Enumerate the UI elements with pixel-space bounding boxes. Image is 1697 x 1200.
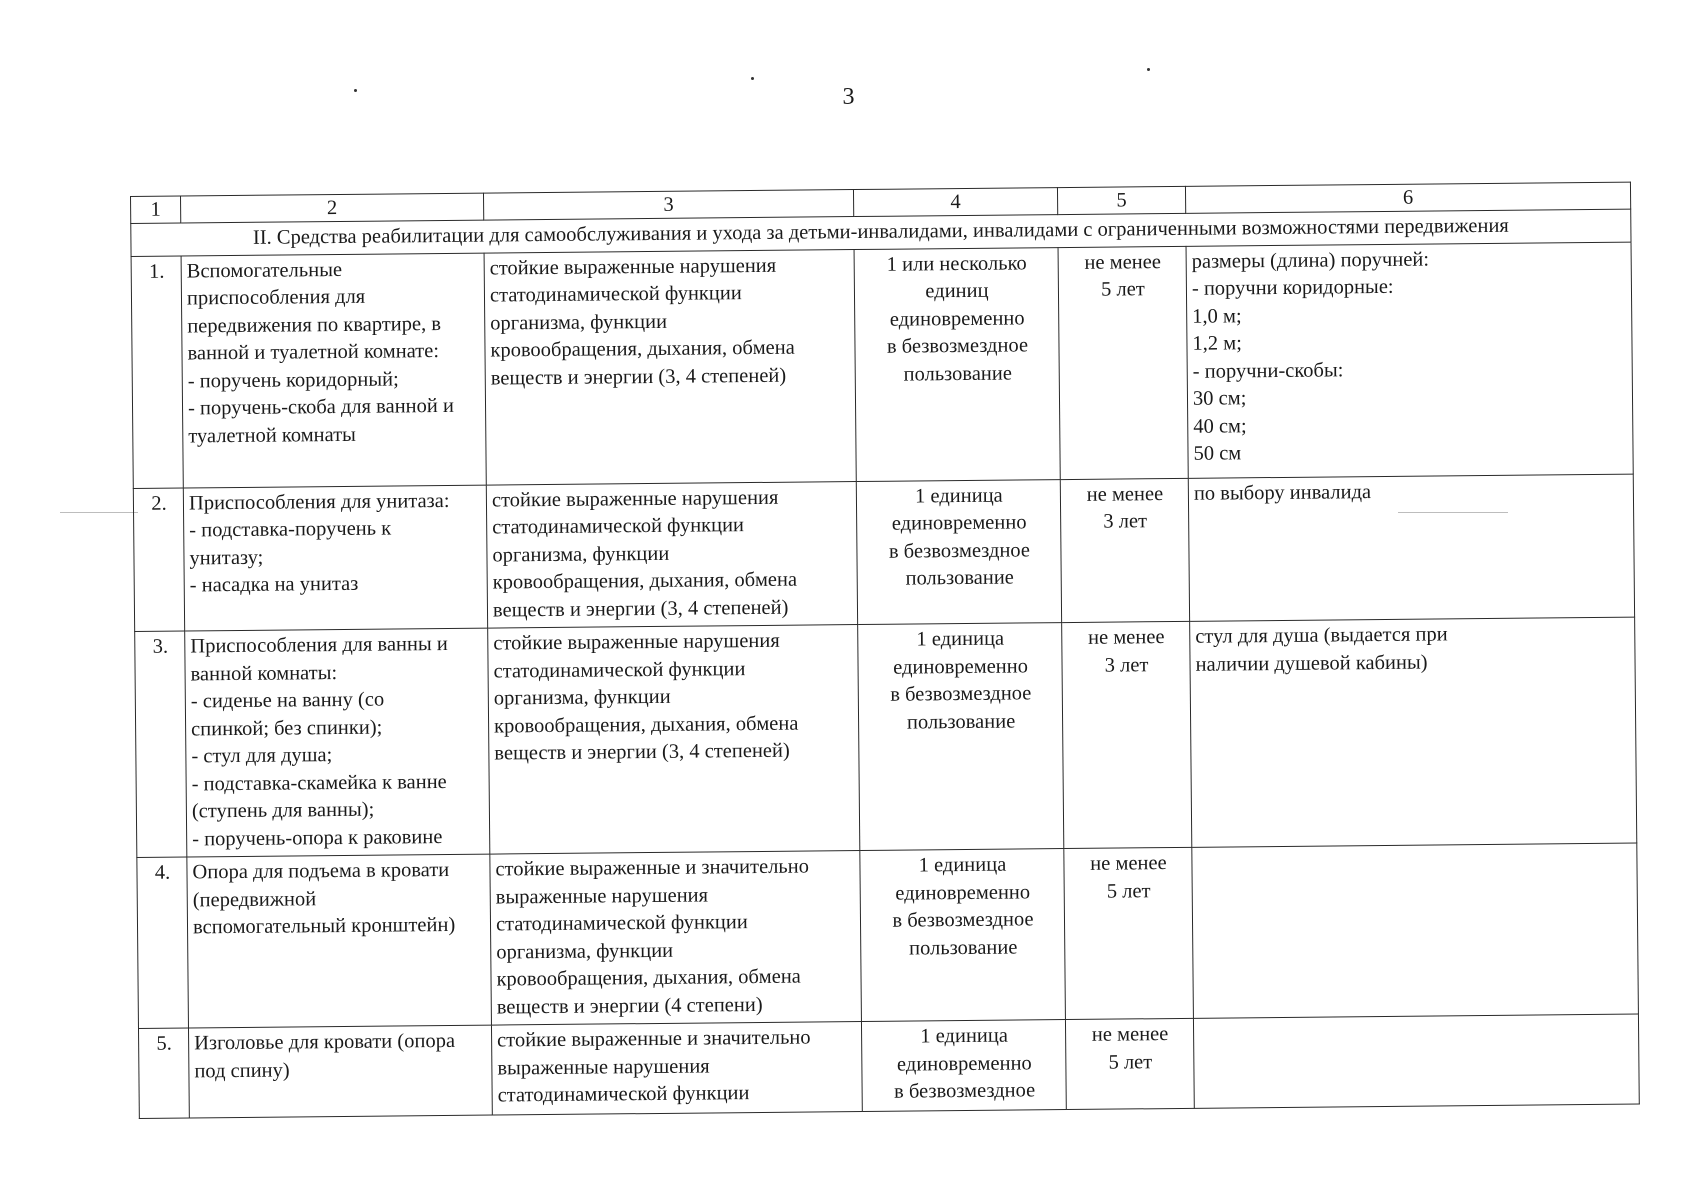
quantity-cell (856, 479, 1061, 624)
indications-line: организма, функции (492, 542, 670, 567)
device-name-line: - стул для душа; (191, 744, 333, 768)
usage-term-line: не менее (1084, 250, 1162, 274)
row-number-cell: 3. (135, 631, 187, 857)
quantity-line: 1 единица (920, 1024, 1009, 1048)
indications-line: кровообращения, дыхания, обмена (496, 965, 801, 991)
quantity-line: пользование (908, 936, 1018, 960)
usage-term-line: 5 лет (1100, 278, 1145, 301)
usage-term-cell (1060, 478, 1189, 623)
usage-term-cell (1058, 246, 1188, 479)
device-name-cell (185, 628, 490, 857)
indications-cell (491, 1022, 862, 1116)
indications-line: стойкие выраженные и значительно (497, 1026, 811, 1052)
device-name-line: передвижения по квартире, в (187, 312, 442, 337)
quantity-line: в безвозмездное (893, 1079, 1036, 1103)
usage-term-line: 3 лет (1104, 653, 1149, 677)
quantity-line: 1 единица (918, 853, 1007, 877)
page-number: 3 (842, 84, 855, 110)
indications-line: статодинамической функции (492, 514, 745, 539)
quantity-line: единовременно (891, 511, 1027, 535)
device-name-line: - сиденье на ванну (со (190, 688, 385, 713)
indications-line: выраженные нарушения (497, 1054, 710, 1080)
device-name-line: - поручень-скоба для ванной и (187, 394, 454, 420)
quantity-cell (861, 1020, 1066, 1112)
indications-line: стойкие выраженные нарушения (493, 629, 780, 655)
indications-line: организма, функции (493, 685, 671, 710)
quantity-line: единовременно (893, 654, 1029, 679)
usage-term-cell (1065, 1018, 1194, 1109)
quantity-line: 1 единица (916, 627, 1005, 651)
row-number-cell: 1. (131, 256, 183, 488)
notes-cell (1193, 1014, 1639, 1108)
device-name-line: Приспособления для унитаза: (188, 489, 450, 514)
quantity-cell (858, 623, 1064, 851)
notes-line: размеры (длина) поручней: (1191, 248, 1430, 273)
device-name-line: туалетной комнаты (188, 423, 356, 447)
device-name-cell (181, 253, 486, 488)
row-number-cell: 4. (137, 857, 189, 1028)
notes-line: 1,2 м; (1192, 332, 1242, 355)
indications-line: статодинамической функции (489, 282, 742, 307)
section-title: II. Средства реабилитации для самообслуживания и ухода за детьми-инвалидами, инвалидами с ограниченными возможностями передвижения (131, 209, 1631, 256)
indications-line: организма, функции (490, 310, 668, 335)
notes-line: 50 см (1193, 442, 1242, 465)
table-body (131, 242, 1639, 1119)
notes-cell (1190, 617, 1637, 847)
indications-line: веществ и энергии (3, 4 степеней) (490, 364, 787, 390)
device-name-line: Изголовье для кровати (опора (194, 1029, 456, 1055)
usage-term-line: 5 лет (1106, 879, 1151, 903)
notes-line: 30 см; (1192, 387, 1247, 410)
device-name-line: (ступень для ванны); (191, 798, 375, 823)
quantity-line: в безвозмездное (890, 682, 1032, 706)
device-name-line: - поручень-опора к раковине (192, 825, 443, 850)
rehabilitation-table (130, 182, 1639, 1119)
indications-line: статодинамической функции (495, 911, 748, 936)
quantity-cell (860, 849, 1066, 1022)
quantity-line: пользование (903, 362, 1013, 386)
device-name-line: Вспомогательные (186, 258, 343, 282)
device-name-line: - поручень коридорный; (187, 367, 399, 392)
indications-cell (490, 851, 862, 1026)
table-row (138, 1014, 1639, 1118)
device-name-line: ванной и туалетной комнате: (187, 340, 440, 365)
column-number: 1 (131, 196, 181, 223)
device-name-line: - подставка-скамейка к ванне (191, 770, 447, 795)
indications-line: стойкие выраженные и значительно (495, 855, 810, 881)
quantity-line: пользование (906, 710, 1016, 734)
indications-cell (484, 249, 856, 485)
device-name-line: - подставка-поручень к (189, 517, 392, 542)
row-number-cell: 5. (138, 1028, 189, 1118)
quantity-line: единовременно (896, 1051, 1032, 1076)
column-number: 2 (181, 193, 484, 223)
notes-cell (1192, 843, 1639, 1018)
quantity-line: единовременно (895, 880, 1031, 905)
usage-term-line: не менее (1090, 852, 1167, 875)
quantity-line: в безвозмездное (886, 334, 1029, 358)
scan-fold-line (60, 512, 138, 513)
quantity-line: 1 единица (914, 484, 1003, 507)
scan-speck (751, 77, 754, 80)
indications-line: кровообращения, дыхания, обмена (492, 568, 798, 594)
notes-line: по выбору инвалида (1193, 480, 1372, 505)
usage-term-line: 5 лет (1108, 1050, 1153, 1074)
table-row (137, 843, 1639, 1028)
device-name-line: приспособления для (186, 285, 366, 310)
usage-term-line: не менее (1087, 626, 1165, 649)
device-name-line: Опора для подъема в кровати (192, 858, 450, 884)
device-name-line: - насадка на унитаз (189, 572, 359, 597)
column-number: 4 (853, 188, 1057, 217)
device-name-line: вспомогательный кронштейн) (192, 913, 456, 939)
indications-line: веществ и энергии (3, 4 степеней) (494, 739, 790, 765)
indications-line: кровообращения, дыхания, обмена (490, 336, 795, 362)
notes-line: 1,0 м; (1192, 304, 1242, 328)
notes-cell (1188, 474, 1634, 622)
notes-line: - поручни-скобы: (1192, 358, 1344, 383)
indications-line: организма, функции (496, 939, 674, 964)
device-name-line: под спину) (194, 1059, 290, 1082)
quantity-line: единовременно (889, 306, 1025, 331)
device-name-line: унитазу; (189, 546, 264, 569)
indications-line: статодинамической функции (493, 657, 746, 683)
indications-line: выраженные нарушения (495, 883, 709, 909)
notes-line: стул для душа (выдается при (1195, 623, 1448, 648)
quantity-line: пользование (905, 566, 1014, 590)
scan-speck (354, 89, 357, 92)
indications-line: веществ и энергии (3, 4 степеней) (492, 596, 789, 622)
quantity-line: 1 или несколько (886, 251, 1027, 276)
indications-line: кровообращения, дыхания, обмена (493, 712, 799, 738)
column-number: 6 (1185, 182, 1630, 213)
device-name-cell (187, 854, 492, 1028)
scan-speck (1147, 68, 1150, 71)
device-name-line: спинкой; без спинки); (191, 716, 383, 740)
device-name-line: ванной комнаты: (190, 661, 338, 685)
usage-term-line: не менее (1091, 1023, 1169, 1046)
device-name-line: Приспособления для ванны и (190, 632, 448, 658)
table-row (135, 617, 1637, 857)
table-row (131, 242, 1633, 488)
row-number-cell: 2. (133, 488, 184, 632)
table-row (133, 474, 1634, 632)
quantity-line: в безвозмездное (892, 908, 1034, 932)
indications-cell (488, 625, 860, 855)
notes-line: наличии душевой кабины) (1195, 651, 1428, 676)
usage-term-cell (1062, 621, 1192, 848)
column-number: 3 (483, 190, 853, 221)
notes-line: 40 см; (1193, 414, 1247, 438)
device-name-cell (183, 485, 487, 631)
column-number: 5 (1057, 186, 1185, 214)
indications-cell (486, 481, 857, 628)
usage-term-cell (1064, 847, 1194, 1019)
quantity-line: в безвозмездное (888, 538, 1031, 563)
device-name-line: (передвижной (192, 887, 317, 911)
indications-line: веществ и энергии (4 степени) (496, 993, 763, 1019)
notes-cell (1186, 242, 1633, 478)
indications-line: статодинамической функции (497, 1082, 750, 1107)
indications-line: стойкие выраженные нарушения (489, 254, 777, 280)
indications-line: стойкие выраженные нарушения (491, 486, 779, 512)
notes-line: - поручни коридорные: (1191, 275, 1394, 300)
quantity-cell (854, 247, 1060, 481)
quantity-line: единиц (925, 279, 989, 303)
usage-term-line: 3 лет (1103, 510, 1148, 533)
device-name-cell (188, 1025, 492, 1118)
usage-term-line: не менее (1086, 482, 1164, 506)
